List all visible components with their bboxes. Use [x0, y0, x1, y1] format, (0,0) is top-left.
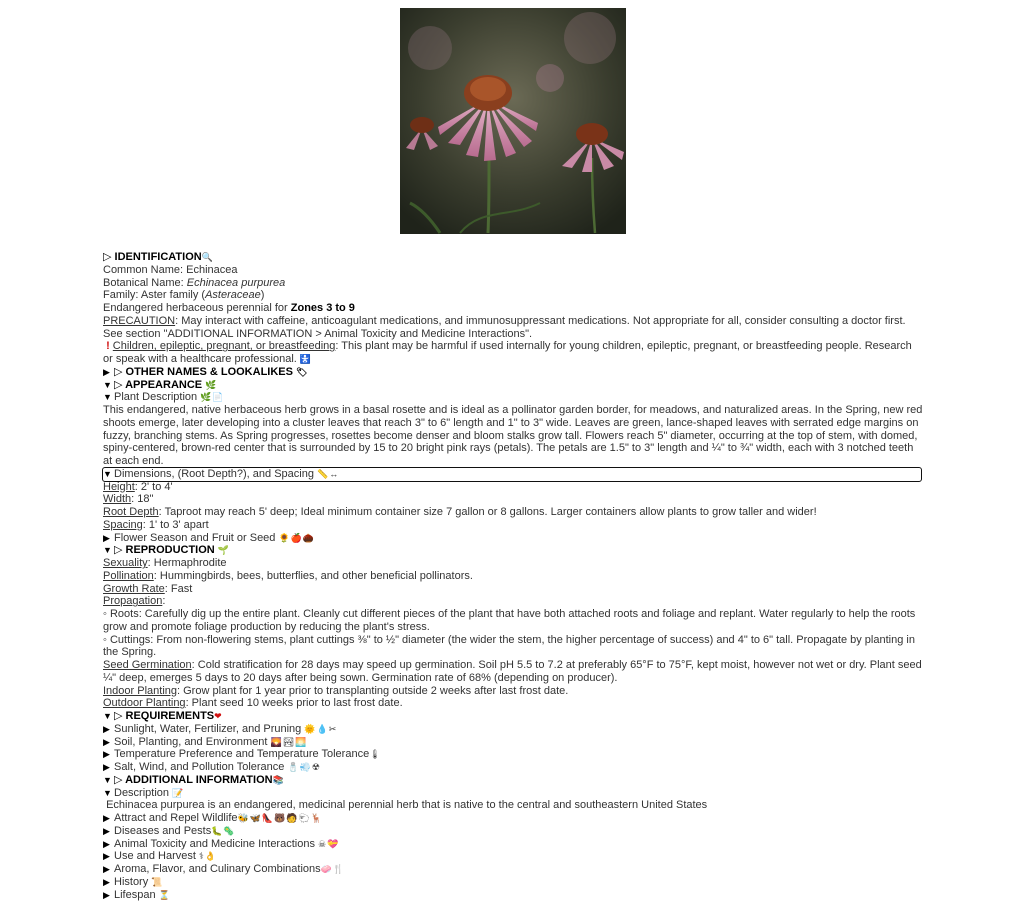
- expanded-triangle-icon: ▼: [103, 544, 114, 557]
- botanical-name: Botanical Name: Echinacea purpurea: [103, 277, 923, 290]
- pollination: Pollination: Hummingbirds, bees, butterflies, and other beneficial pollinators.: [103, 570, 923, 583]
- heart-icon: ❤: [214, 711, 223, 721]
- dimensions-toggle[interactable]: ▼ Dimensions, (Root Depth?), and Spacing 📏↔: [103, 468, 921, 481]
- seedling-icon: 🌱: [218, 545, 230, 555]
- expanded-triangle-icon: ▼: [103, 787, 114, 800]
- collapsed-triangle-icon: ▶: [103, 761, 114, 774]
- warning: ! Children, epileptic, pregnant, or breastfeeding: This plant may be harmful if used internally for young children, epileptic, pregnant, or breastfeeding people. Research or speak with a healthcare professional. 🚼: [103, 340, 923, 366]
- additional-aroma-toggle[interactable]: ▶ Aroma, Flavor, and Culinary Combinations🧼🍴: [103, 863, 923, 876]
- collapsed-triangle-icon: ▶: [103, 889, 114, 901]
- additional-history-toggle[interactable]: ▶ History 📜: [103, 876, 923, 889]
- collapsed-triangle-icon: ▶: [103, 748, 114, 761]
- section-additional-information[interactable]: ▼ ▷ ADDITIONAL INFORMATION📚: [103, 774, 923, 787]
- root-depth: Root Depth: Taproot may reach 5' deep; Ideal minimum container size 7 gallon or 8 gallons. Larger containers allow plants to grow taller and wider!: [103, 506, 923, 519]
- additional-diseases-toggle[interactable]: ▶ Diseases and Pests🐛🦠: [103, 825, 923, 838]
- section-requirements[interactable]: ▼ ▷ REQUIREMENTS❤: [103, 710, 923, 723]
- expanded-triangle-icon: ▼: [103, 710, 114, 723]
- expanded-triangle-icon: ▼: [103, 391, 114, 404]
- section-identification[interactable]: ▷ IDENTIFICATION🔍: [103, 251, 923, 264]
- salt-wind-hazard-icon: 🧂💨☢: [287, 762, 320, 772]
- flower-fruit-seed-icon: 🌻🍎🌰: [278, 533, 315, 543]
- common-name: Common Name: Echinacea: [103, 264, 923, 277]
- outdoor-planting: Outdoor Planting: Plant seed 10 weeks prior to last frost date.: [103, 697, 923, 710]
- sexuality: Sexuality: Hermaphrodite: [103, 557, 923, 570]
- collapsed-triangle-icon: ▶: [103, 366, 114, 379]
- growth-rate: Growth Rate: Fast: [103, 583, 923, 596]
- landscape-icon: 🌄🏞🌅: [271, 737, 308, 747]
- precaution: PRECAUTION: May interact with caffeine, anticoagulant medications, and immunosuppressant medications. Not appropriate for all, consider consulting a doctor first. See section "ADDITIONAL INFORMATION > Animal Toxicity and Medicine Interactions".: [103, 315, 923, 341]
- expanded-triangle-icon: ▼: [103, 774, 114, 787]
- section-other-names[interactable]: ▶ ▷ OTHER NAMES & LOOKALIKES 🏷: [103, 366, 923, 379]
- herb-icon: 🌿📄: [200, 392, 224, 402]
- additional-toxicity-toggle[interactable]: ▶ Animal Toxicity and Medicine Interactions ☠💝: [103, 838, 923, 851]
- propagation-cuttings: ◦ Cuttings: From non-flowering stems, plant cuttings ⅜" to ½" diameter (the wider the stem, the higher percentage of success) and 4" to 6" tall. Propagate by planting in the Spring.: [103, 634, 923, 660]
- requirements-sunlight-toggle[interactable]: ▶ Sunlight, Water, Fertilizer, and Pruning 🌞💧✂: [103, 723, 923, 736]
- additional-wildlife-toggle[interactable]: ▶ Attract and Repel Wildlife🐝🦋👠🐻🧑🐑🦌: [103, 812, 923, 825]
- sun-water-scissors-icon: 🌞💧✂: [304, 724, 337, 734]
- plant-details: [103, 251, 923, 901]
- collapsed-triangle-icon: ▶: [103, 850, 114, 863]
- tag-icon: 🏷: [296, 367, 308, 377]
- seed-germination: Seed Germination: Cold stratification for 28 days may speed up germination. Soil pH 5.5 to 7.2 at preferably 65°F to 75°F, kept moist, however not wet or dry. Plant seed ¼" deep, emerges 5 days to 20 days after being sown. Germination rate of 68% (depending on producer).: [103, 659, 923, 685]
- memo-icon: 📝: [172, 788, 184, 798]
- collapsed-triangle-icon: ▶: [103, 825, 114, 838]
- height: Height: 2' to 4': [103, 481, 923, 494]
- requirements-soil-toggle[interactable]: ▶ Soil, Planting, and Environment 🌄🏞🌅: [103, 736, 923, 749]
- plant-description: This endangered, native herbaceous herb grows in a basal rosette and is ideal as a pollinator garden border, for meadows, and naturalized areas. In the Spring, new red shoots emerge, later developing into a cluster leaves that reach 3" to 6" length and 1" to 3" wide. Leaves are green, lance-shaped leaves with serrated edge margins on fuzzy, branching stems. As Spring progresses, rosettes become denser and bloom stalks grow tall. Flowers reach 5" diameter, occurring at the top of stem, with domed, spiny-centered, brown-red center that is surrounded by 15 to 20 bright pink rays (petals). The petals are 1.5" to 3" length and ¼" to ¾" width, each with 3 notched teeth at each end.: [103, 404, 923, 468]
- propagation: Propagation:: [103, 595, 923, 608]
- skull-heart-icon: ☠💝: [318, 839, 339, 849]
- indoor-planting: Indoor Planting: Grow plant for 1 year prior to transplanting outside 2 weeks after last frost date.: [103, 685, 923, 698]
- hourglass-icon: ⏳: [159, 890, 171, 900]
- magnifier-icon: 🔍: [202, 252, 214, 262]
- plant-description-toggle[interactable]: ▼ Plant Description 🌿📄: [103, 391, 923, 404]
- width: Width: 18": [103, 493, 923, 506]
- collapsed-triangle-icon: ▶: [103, 532, 114, 545]
- propagation-roots: ◦ Roots: Carefully dig up the entire plant. Cleanly cut different pieces of the plant that have both attached roots and foliage and replant. Water regularly to help the roots grow and promote foliage production by reducing the plant's stress.: [103, 608, 923, 634]
- family: Family: Aster family (Asteraceae): [103, 289, 923, 302]
- collapsed-triangle-icon: ▶: [103, 723, 114, 736]
- collapsed-triangle-icon: ▶: [103, 812, 114, 825]
- thermometer-icon: 🌡: [369, 749, 381, 759]
- exclamation-icon: !: [106, 340, 110, 352]
- expanded-triangle-icon: ▼: [103, 379, 114, 392]
- collapsed-triangle-icon: ▶: [103, 838, 114, 851]
- additional-use-toggle[interactable]: ▶ Use and Harvest ⚕👌: [103, 850, 923, 863]
- section-reproduction[interactable]: ▼ ▷ REPRODUCTION 🌱: [103, 544, 923, 557]
- ruler-icon: 📏↔: [317, 469, 339, 479]
- wildlife-icon: 🐝🦋👠🐻🧑🐑🦌: [238, 813, 323, 823]
- collapsed-triangle-icon: ▶: [103, 863, 114, 876]
- leaf-icon: 🌿: [205, 380, 217, 390]
- baby-icon: 🚼: [300, 354, 312, 364]
- harvest-icon: ⚕👌: [199, 851, 217, 861]
- expanded-triangle-icon: ▼: [103, 468, 114, 481]
- collapsed-triangle-icon: ▶: [103, 876, 114, 889]
- zones: Endangered herbaceous perennial for Zones 3 to 9: [103, 302, 923, 315]
- bug-icon: 🐛🦠: [211, 826, 235, 836]
- description-toggle[interactable]: ▼ Description 📝: [103, 787, 923, 800]
- collapsed-triangle-icon: ▶: [103, 736, 114, 749]
- soap-utensils-icon: 🧼🍴: [321, 864, 345, 874]
- echinacea-photo: [400, 8, 626, 234]
- section-appearance[interactable]: ▼ ▷ APPEARANCE 🌿: [103, 379, 923, 392]
- requirements-salt-toggle[interactable]: ▶ Salt, Wind, and Pollution Tolerance 🧂💨☢: [103, 761, 923, 774]
- spacing: Spacing: 1' to 3' apart: [103, 519, 923, 532]
- requirements-temperature-toggle[interactable]: ▶ Temperature Preference and Temperature Tolerance🌡: [103, 748, 923, 761]
- description-text: Echinacea purpurea is an endangered, medicinal perennial herb that is native to the central and southeastern United States: [103, 799, 923, 812]
- books-icon: 📚: [273, 775, 285, 785]
- scroll-icon: 📜: [151, 877, 163, 887]
- flower-season-toggle[interactable]: ▶ Flower Season and Fruit or Seed 🌻🍎🌰: [103, 532, 923, 545]
- additional-lifespan-toggle[interactable]: ▶ Lifespan ⏳: [103, 889, 923, 901]
